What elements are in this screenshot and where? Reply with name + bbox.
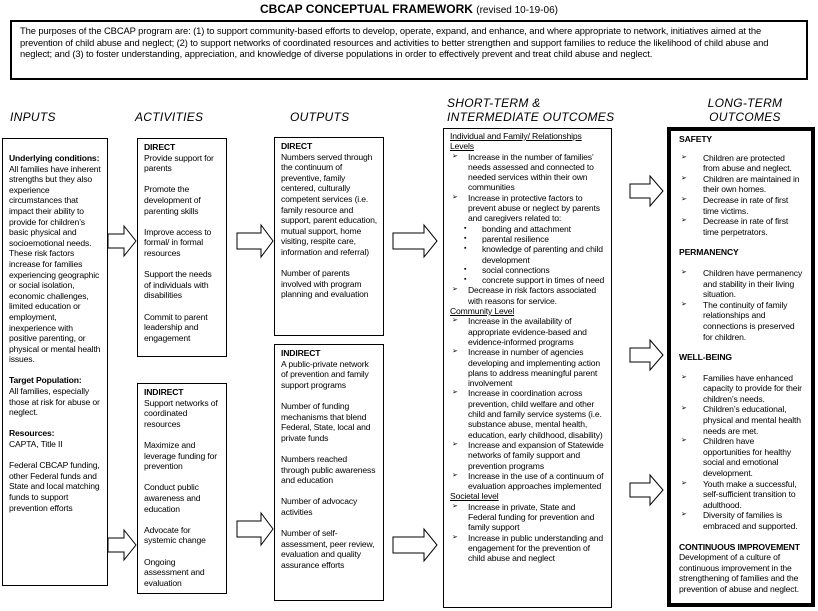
outcome-item: ➢ Increase in the availability of appropriate evidence-based and evidence-informed programs	[450, 316, 605, 347]
protective-factor: ▪ concrete support in times of need	[450, 275, 605, 285]
header-short-line1: SHORT-TERM &	[447, 96, 541, 110]
output-item: Numbers served through the continuum of preventive, family centered, culturally competent services (i.e. family resource and support, parent education, mutual support, home visiting, respite care, information and referral)	[281, 151, 377, 257]
ci-text: Development of a culture of continuous improvement in the strengthening of families and the prevention of abuse and neglect.	[679, 552, 799, 594]
outcome-item: ➢ Families have enhanced capacity to provide for their children’s needs.	[679, 373, 803, 405]
arrow-icon	[393, 225, 437, 257]
outcome-item: ➢ Children have permanency and stability in their living situation.	[679, 268, 803, 300]
activity-item: Support the needs of individuals with disabilities	[144, 269, 212, 301]
outcome-item: ➢ Decrease in rate of first time victims.	[679, 195, 803, 216]
arrow-icon	[630, 475, 663, 505]
direct-label: DIRECT	[144, 142, 176, 152]
outcome-item: ➢ Increase in coordination across prevention, child welfare and other child and family service systems (i.e. substance abuse, mental health, education, early childhood, disability)	[450, 388, 605, 439]
outcome-item: ➢ Children’s educational, physical and mental health needs are met.	[679, 404, 803, 436]
indirect-label: INDIRECT	[281, 348, 321, 358]
header-activities: ACTIVITIES	[135, 110, 204, 124]
individual-label: Individual and Family/ Relationships Levels	[450, 131, 582, 152]
activity-item: Support networks of coordinated resources	[144, 397, 218, 429]
arrow-icon	[108, 530, 136, 560]
activity-item: Advocate for systemic change	[144, 524, 206, 546]
societal-label: Societal level	[450, 491, 499, 502]
output-item: Numbers reached through public awareness and education	[281, 453, 376, 486]
resources-label: Resources:	[9, 428, 55, 439]
resources-text: CAPTA, Title II	[9, 439, 63, 450]
activity-item: Maximize and leverage funding for prevention	[144, 439, 217, 472]
target-label: Target Population:	[9, 375, 82, 386]
activity-item: Improve access to formal/ in formal resources	[144, 226, 212, 258]
ci-label: CONTINUOUS IMPROVEMENT	[679, 541, 800, 552]
safety-label: SAFETY	[679, 134, 713, 144]
activity-item: Provide support for parents	[144, 152, 214, 174]
header-inputs: INPUTS	[10, 110, 56, 124]
outcome-item: ➢ Increase in protective factors to prevent abuse or neglect by parents and caregivers related to:	[450, 193, 605, 224]
outcome-item: ➢ Children are maintained in their own homes.	[679, 174, 803, 195]
outcome-item: ➢ Children have opportunities for healthy social and emotional development.	[679, 436, 803, 478]
arrow-icon	[237, 513, 273, 545]
permanency-label: PERMANENCY	[679, 247, 739, 258]
arrow-icon	[630, 176, 663, 206]
protective-factor: ▪ bonding and attachment	[450, 224, 605, 234]
title-main: CBCAP CONCEPTUAL FRAMEWORK	[260, 2, 473, 16]
outcome-item: ➢ Children are protected from abuse and neglect.	[679, 153, 803, 174]
outcome-item: ➢ The continuity of family relationships and connections is preserved for children.	[679, 300, 803, 342]
community-label: Community Level	[450, 306, 515, 317]
output-item: A public-private network of prevention and family support programs	[281, 358, 369, 390]
funding-text: Federal CBCAP funding, other Federal funds and State and local matching funds to support prevention efforts	[9, 460, 100, 513]
output-item: Number of advocacy activities	[281, 496, 358, 517]
protective-factor: ▪ knowledge of parenting and child development	[450, 244, 605, 265]
output-item: Number of self-assessment, peer review, evaluation and quality assurance efforts	[281, 528, 375, 570]
underlying-text: All families have inherent strengths but they also experience circumstances that impact their ability to provide for children’s basic physical and socioemotional needs. These risk factors increase for families experiencing geographic or social isolation, economic challenges, limited education or employment, inexperience with positive parenting, or physical or mental health issues.	[9, 163, 101, 365]
activity-item: Commit to parent leadership and engagement	[144, 311, 208, 343]
header-outputs: OUTPUTS	[290, 110, 350, 124]
arrow-icon	[393, 529, 437, 561]
outcome-item: ➢ Increase in the number of families’ needs assessed and connected to needed services within their own communities	[450, 152, 605, 193]
protective-factor: ▪ parental resilience	[450, 234, 605, 244]
purpose-box: The purposes of the CBCAP program are: (1) to support community-based efforts to develop, operate, expand, and enhance, and where appropriate to network, initiatives aimed at the prevention of child abuse and neglect; (2) to support networks of coordinated resources and activities to better strengthen and support families to reduce the likelihood of child abuse and neglect; and (3) to foster understanding, appreciation, and knowledge of diverse populations in order to effectively prevent and treat child abuse and neglect.	[10, 20, 808, 80]
outcome-item: ➢ Increase in number of agencies developing and implementing action plans to address meaningful parent involvement	[450, 347, 605, 388]
arrow-icon	[630, 340, 663, 370]
outcome-item: ➢ Increase and expansion of Statewide networks of family support and prevention programs	[450, 440, 605, 471]
header-short-line2: INTERMEDIATE OUTCOMES	[447, 110, 615, 124]
revised-date: (revised 10-19-06)	[476, 5, 558, 16]
output-item: Number of parents involved with program planning and evaluation	[281, 268, 369, 300]
wellbeing-label: WELL-BEING	[679, 352, 732, 363]
protective-factor: ▪ social connections	[450, 265, 605, 275]
outcome-item: ➢ Youth make a successful, self-sufficient transition to adulthood.	[679, 479, 803, 511]
header-long-line1: LONG-TERM	[707, 96, 783, 110]
activity-item: Conduct public awareness and education	[144, 482, 201, 514]
outcome-item: ➢ Decrease in risk factors associated with reasons for service.	[450, 285, 605, 306]
outcome-item: ➢ Increase in the use of a continuum of evaluation approaches implemented	[450, 471, 605, 492]
target-text: All families, especially those at risk for abuse or neglect.	[9, 386, 100, 418]
outcome-item: ➢ Decrease in rate of first time perpetrators.	[679, 216, 803, 237]
outcome-item: ➢ Increase in public understanding and engagement for the prevention of child abuse and neglect	[450, 533, 605, 564]
arrow-icon	[237, 225, 273, 257]
activity-item: Promote the development of parenting skills	[144, 184, 201, 216]
underlying-label: Underlying conditions:	[9, 153, 100, 163]
arrow-icon	[108, 226, 136, 256]
output-item: Number of funding mechanisms that blend Federal, State, local and private funds	[281, 400, 371, 443]
outcome-item: ➢ Increase in private, State and Federal funding for prevention and family support	[450, 502, 605, 533]
activity-item: Ongoing assessment and evaluation	[144, 556, 205, 588]
indirect-label: INDIRECT	[144, 387, 184, 397]
direct-label: DIRECT	[281, 141, 313, 151]
header-long-line2: OUTCOMES	[709, 110, 781, 124]
outcome-item: ➢ Diversity of families is embraced and supported.	[679, 510, 803, 531]
